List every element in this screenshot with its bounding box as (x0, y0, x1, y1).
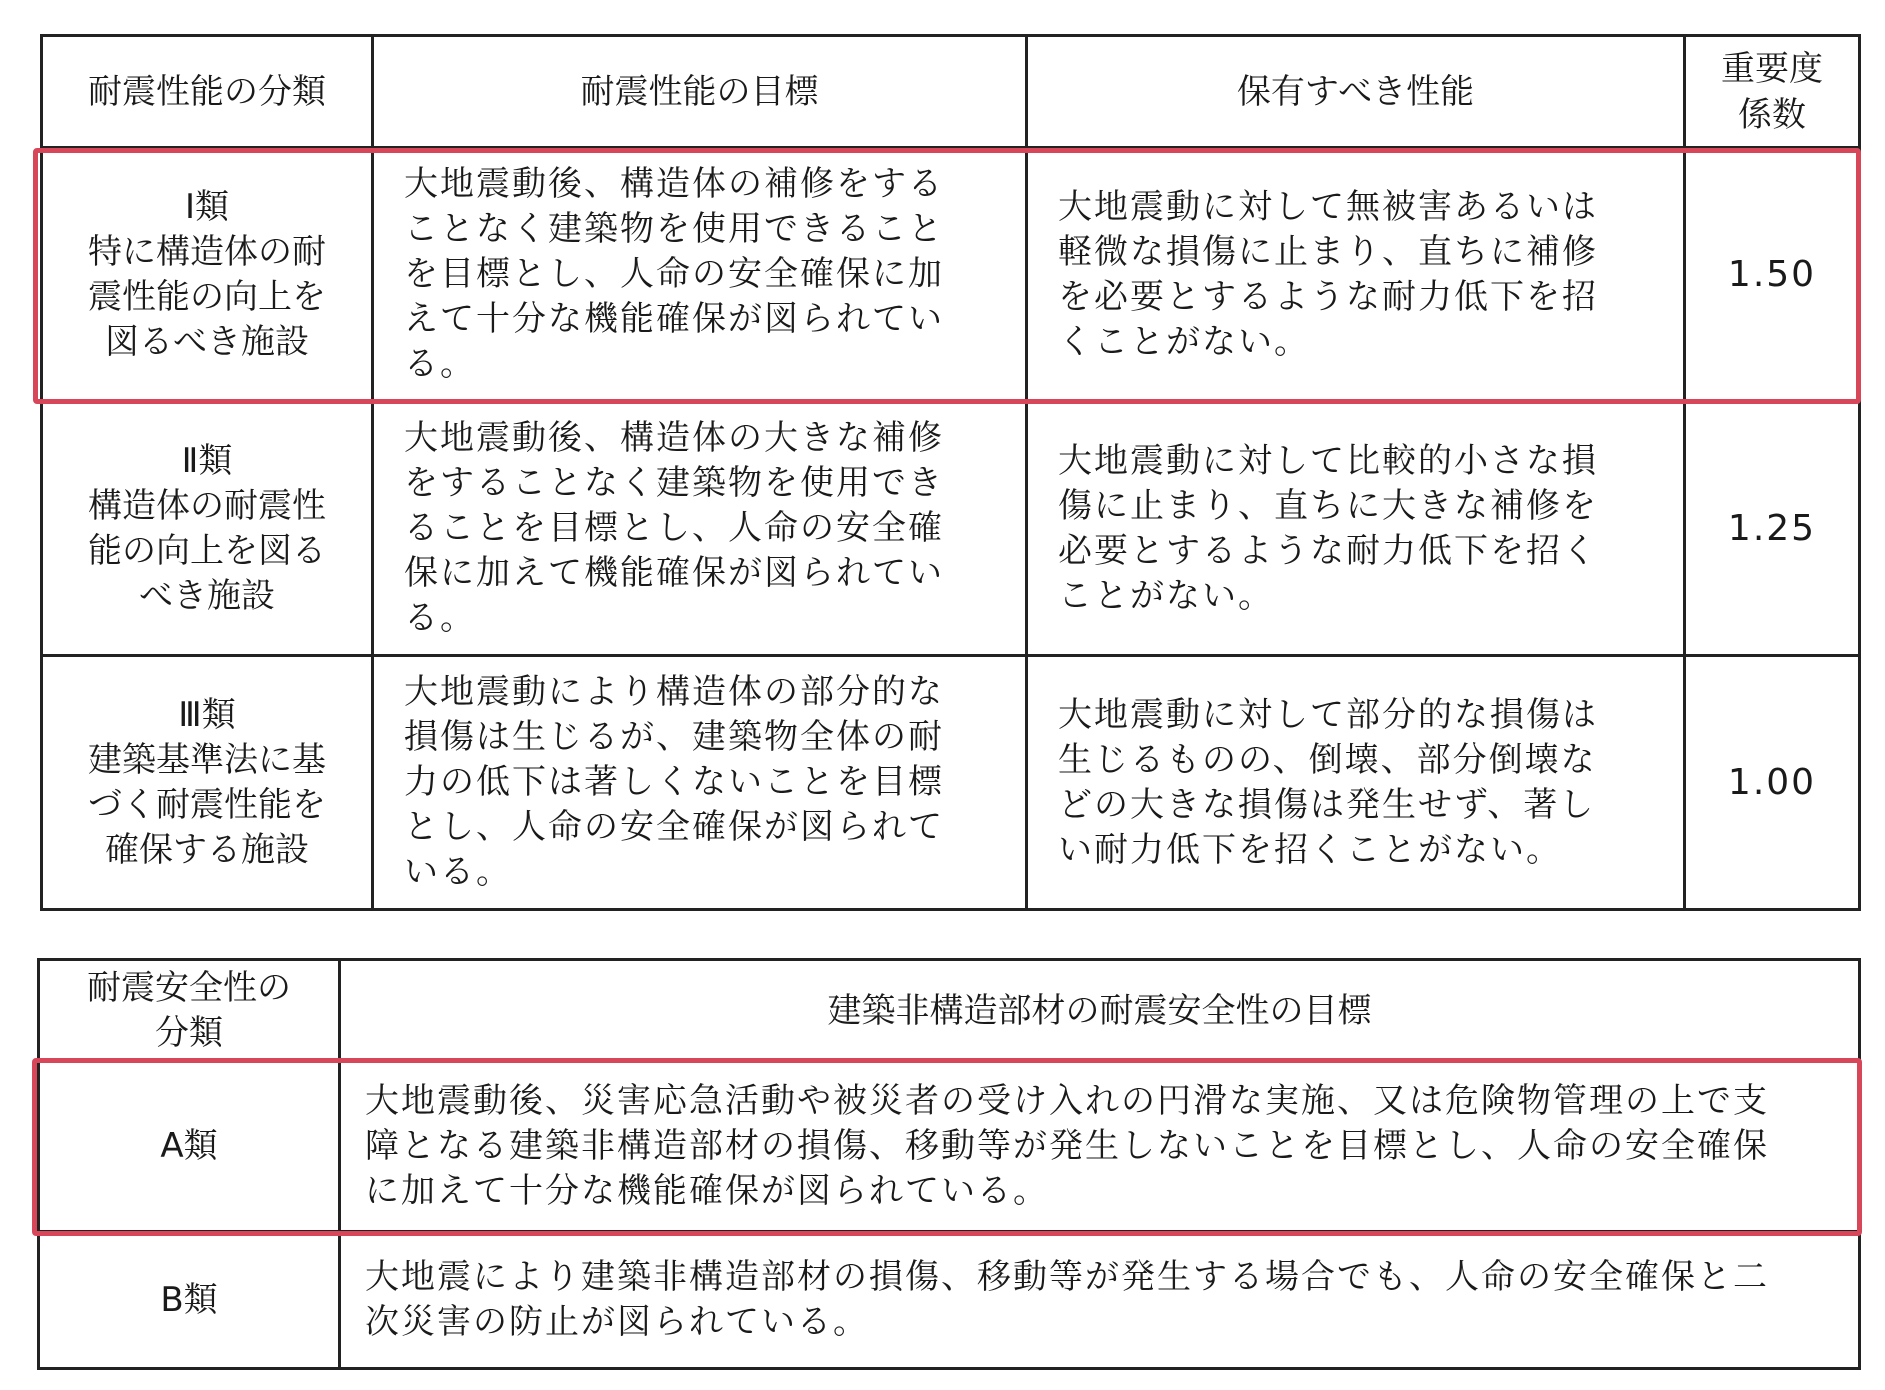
nonstructural-safety-table (37, 958, 1861, 1370)
class-line: Ⅰ類 (184, 186, 230, 227)
header-performance: 保有すべき性能 (1027, 36, 1685, 148)
header-class-line: 耐震安全性の (87, 967, 291, 1008)
importance-factor-value: 1.50 (1685, 148, 1860, 402)
class-line: 特に構造体の耐 (88, 231, 326, 272)
performance-line: 生じるものの、倒壊、部分倒壊な (1058, 739, 1597, 780)
table-row (42, 656, 1860, 910)
header-class-line: 分類 (155, 1012, 223, 1053)
header-classification: 耐震性能の分類 (42, 36, 373, 148)
performance-line: 大地震動に対して無被害あるいは (1058, 186, 1598, 227)
header-coef-line: 重要度 (1721, 48, 1823, 89)
table-row (42, 402, 1860, 656)
importance-factor-value: 1.00 (1685, 656, 1860, 910)
class-line: 建築基準法に基 (88, 739, 326, 780)
class-line: 能の向上を図る (88, 530, 326, 571)
goal-line: とし、人命の安全確保が図られて (404, 807, 944, 847)
goal-line: 障となる建築非構造部材の損傷、移動等が発生しないことを目標とし、人命の安全確保 (365, 1126, 1769, 1166)
goal-cell (340, 1232, 1860, 1369)
class-cell (42, 656, 373, 910)
class-cell (42, 148, 373, 402)
class-cell (42, 402, 373, 656)
goal-line: を目標とし、人命の安全確保に加 (404, 254, 944, 294)
performance-line: 軽微な損傷に止まり、直ちに補修 (1058, 231, 1598, 272)
class-line: べき施設 (139, 575, 275, 616)
goal-line: 損傷は生じるが、建築物全体の耐 (404, 717, 944, 757)
header-safety-classification (39, 960, 340, 1062)
goal-line: 保に加えて機能確保が図られてい (404, 553, 944, 593)
header-importance-factor (1685, 36, 1860, 148)
goal-line: に加えて十分な機能確保が図られている。 (365, 1171, 1049, 1211)
goal-line: ことなく建築物を使用できること (404, 209, 944, 249)
performance-line: 傷に止まり、直ちに大きな補修を (1058, 485, 1598, 526)
goal-line: をすることなく建築物を使用でき (404, 463, 944, 503)
class-line: 図るべき施設 (105, 321, 309, 362)
header-coef-line: 係数 (1738, 94, 1806, 135)
goal-cell (373, 402, 1027, 656)
class-cell: A類 (39, 1062, 340, 1232)
class-line: Ⅱ類 (181, 440, 233, 481)
performance-line: ことがない。 (1058, 575, 1274, 616)
performance-line: を必要とするような耐力低下を招 (1058, 276, 1598, 317)
goal-line: 大地震動後、災害応急活動や被災者の受け入れの円滑な実施、又は危険物管理の上で支 (365, 1081, 1769, 1121)
goal-line: 大地震動により構造体の部分的な (404, 672, 944, 712)
goal-line: いる。 (404, 852, 512, 892)
class-line: 震性能の向上を (88, 276, 326, 317)
importance-factor-value: 1.25 (1685, 402, 1860, 656)
class-cell: B類 (39, 1232, 340, 1369)
table1-header-row (42, 36, 1860, 148)
goal-line: 力の低下は著しくないことを目標 (404, 762, 944, 802)
class-line: 確保する施設 (105, 829, 309, 870)
goal-line: る。 (404, 344, 476, 384)
header-nonstructural-goal: 建築非構造部材の耐震安全性の目標 (340, 960, 1860, 1062)
header-goal: 耐震性能の目標 (373, 36, 1027, 148)
performance-cell (1027, 148, 1685, 402)
goal-cell (340, 1062, 1860, 1232)
performance-line: 必要とするような耐力低下を招く (1058, 530, 1598, 571)
performance-cell (1027, 402, 1685, 656)
performance-line: 大地震動に対して部分的な損傷は (1058, 694, 1598, 735)
performance-line: くことがない。 (1058, 321, 1310, 362)
class-line: 構造体の耐震性 (88, 485, 326, 526)
performance-cell (1027, 656, 1685, 910)
table-row (39, 1062, 1860, 1232)
goal-line: る。 (404, 598, 476, 638)
class-line: Ⅲ類 (178, 694, 236, 735)
class-line: づく耐震性能を (88, 784, 326, 825)
goal-line: ることを目標とし、人命の安全確 (404, 508, 944, 548)
goal-line: 大地震により建築非構造部材の損傷、移動等が発生する場合でも、人命の安全確保と二 (365, 1257, 1769, 1297)
goal-line: 次災害の防止が図られている。 (365, 1302, 869, 1342)
goal-line: えて十分な機能確保が図られてい (404, 299, 944, 339)
performance-line: どの大きな損傷は発生せず、著し (1058, 784, 1596, 825)
seismic-performance-table (40, 34, 1861, 911)
performance-line: 大地震動に対して比較的小さな損 (1058, 440, 1598, 481)
table-row (42, 148, 1860, 402)
performance-line: い耐力低下を招くことがない。 (1058, 829, 1562, 870)
table2-header-row (39, 960, 1860, 1062)
goal-line: 大地震動後、構造体の大きな補修 (404, 418, 944, 458)
goal-line: 大地震動後、構造体の補修をする (404, 164, 944, 204)
goal-cell (373, 148, 1027, 402)
table-row (39, 1232, 1860, 1369)
goal-cell (373, 656, 1027, 910)
